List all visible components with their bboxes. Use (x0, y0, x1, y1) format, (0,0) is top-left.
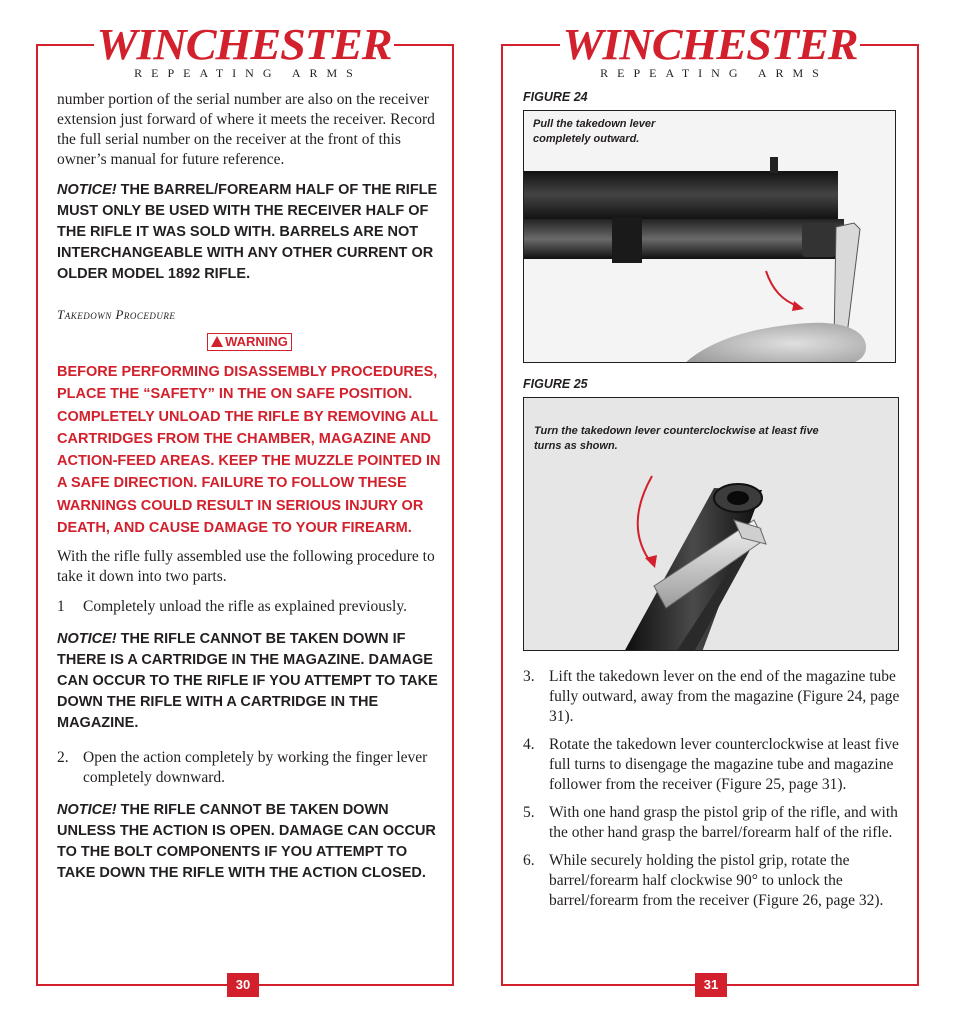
figure-25-label: FIGURE 25 (523, 377, 588, 391)
warning-badge-label: WARNING (225, 334, 288, 349)
step-text: Completely unload the rifle as explained previously. (83, 598, 407, 616)
page-number-left: 30 (227, 973, 259, 997)
step-number: 6. (523, 852, 535, 869)
step-number: 4. (523, 736, 535, 753)
left-column (57, 90, 442, 898)
step-4 (523, 735, 900, 795)
step-6 (523, 851, 900, 911)
figure-24-image (523, 110, 896, 363)
notice-text: THE RIFLE CANNOT BE TAKEN DOWN IF THERE IS A CARTRIDGE IN THE MAGAZINE. DAMAGE CAN OCCUR TO THE RIFLE IF YOU ATTEMPT TO TAKE DOWN THE RIFLE WITH A CARTRIDGE IN THE MAGAZINE. (57, 631, 438, 732)
figure-24-label: FIGURE 24 (523, 90, 588, 104)
figure-24-caption: Pull the takedown lever completely outward. (533, 118, 656, 145)
step-number: 1 (57, 598, 65, 616)
figure-25-image (523, 397, 899, 651)
step-text: Open the action completely by working the finger lever completely downward. (83, 749, 428, 787)
step-5 (523, 803, 900, 843)
warning-badge (207, 333, 292, 351)
figure-25-caption: Turn the takedown lever counterclockwise at least five turns as shown. (534, 425, 819, 452)
step-1 (57, 597, 442, 617)
notice-lead: NOTICE! (57, 631, 117, 648)
brand-name: WINCHESTER (562, 20, 858, 69)
step-number: 5. (523, 804, 535, 821)
warning-badge-row (57, 333, 442, 351)
brand-logo-right (560, 20, 860, 81)
step-number: 2. (57, 749, 69, 767)
procedure-intro: With the rifle fully assembled use the following procedure to take it down into two parts. (57, 548, 435, 586)
right-column (523, 90, 900, 919)
notice-text: THE BARREL/FOREARM HALF OF THE RIFLE MUST ONLY BE USED WITH THE RECEIVER HALF OF THE RIFLE IT WAS SOLD WITH. BARRELS ARE NOT INTERCHANGEABLE WITH ANY OTHER CURRENT OR OLDER MODEL 1892 RIFLE. (57, 182, 438, 282)
intro-paragraph: number portion of the serial number are also on the receiver extension just forward of where it meets the receiver. Record the full serial number on the receiver at the front of this owner’s manual for future reference. (57, 91, 435, 168)
notice-barrel (57, 180, 442, 285)
page-number-right: 31 (695, 973, 727, 997)
step-text: Lift the takedown lever on the end of the magazine tube fully outward, away from the magazine (Figure 24, page 31). (549, 668, 900, 725)
notice-text: THE RIFLE CANNOT BE TAKEN DOWN UNLESS THE ACTION IS OPEN. DAMAGE CAN OCCUR TO THE BOLT COMPONENTS IF YOU ATTEMPT TO TAKE DOWN THE RIFLE WITH THE ACTION CLOSED. (57, 802, 436, 882)
brand-tagline: REPEATING ARMS (600, 66, 828, 80)
step-number: 3. (523, 668, 535, 685)
step-2 (57, 748, 442, 788)
notice-action (57, 800, 442, 884)
step-3 (523, 667, 900, 727)
step-text: Rotate the takedown lever counterclockwise at least five full turns to disengage the magazine tube and magazine follower from the receiver (Figure 25, page 31). (549, 736, 899, 793)
spacer (523, 651, 900, 667)
warning-triangle-icon (211, 336, 223, 347)
rifle-barrel-illustration (524, 111, 896, 363)
section-heading: Takedown Procedure (57, 307, 176, 322)
brand-name: WINCHESTER (96, 20, 392, 69)
step-text: With one hand grasp the pistol grip of the rifle, and with the other hand grasp the barrel/forearm half of the rifle. (549, 804, 898, 841)
step-text: While securely holding the pistol grip, rotate the barrel/forearm half clockwise 90° to unlock the barrel/forearm from the receiver (Figure 26, page 32). (549, 852, 884, 909)
brand-logo-left (94, 20, 394, 81)
brand-tagline: REPEATING ARMS (134, 66, 362, 80)
notice-lead: NOTICE! (57, 182, 117, 198)
notice-lead: NOTICE! (57, 802, 117, 819)
notice-cartridge (57, 629, 442, 734)
warning-text: BEFORE PERFORMING DISASSEMBLY PROCEDURES, PLACE THE “SAFETY” IN THE ON SAFE POSITION. COMPLETELY UNLOAD THE RIFLE BY REMOVING ALL CARTRIDGES FROM THE CHAMBER, MAGAZINE AND ACTION-FEED AREAS. KEEP THE MUZZLE POINTED IN A SAFE DIRECTION. FAILURE TO FOLLOW THESE WARNINGS COULD RESULT IN SERIOUS INJURY OR DEATH, AND CAUSE DAMAGE TO YOUR FIREARM. (57, 364, 441, 537)
